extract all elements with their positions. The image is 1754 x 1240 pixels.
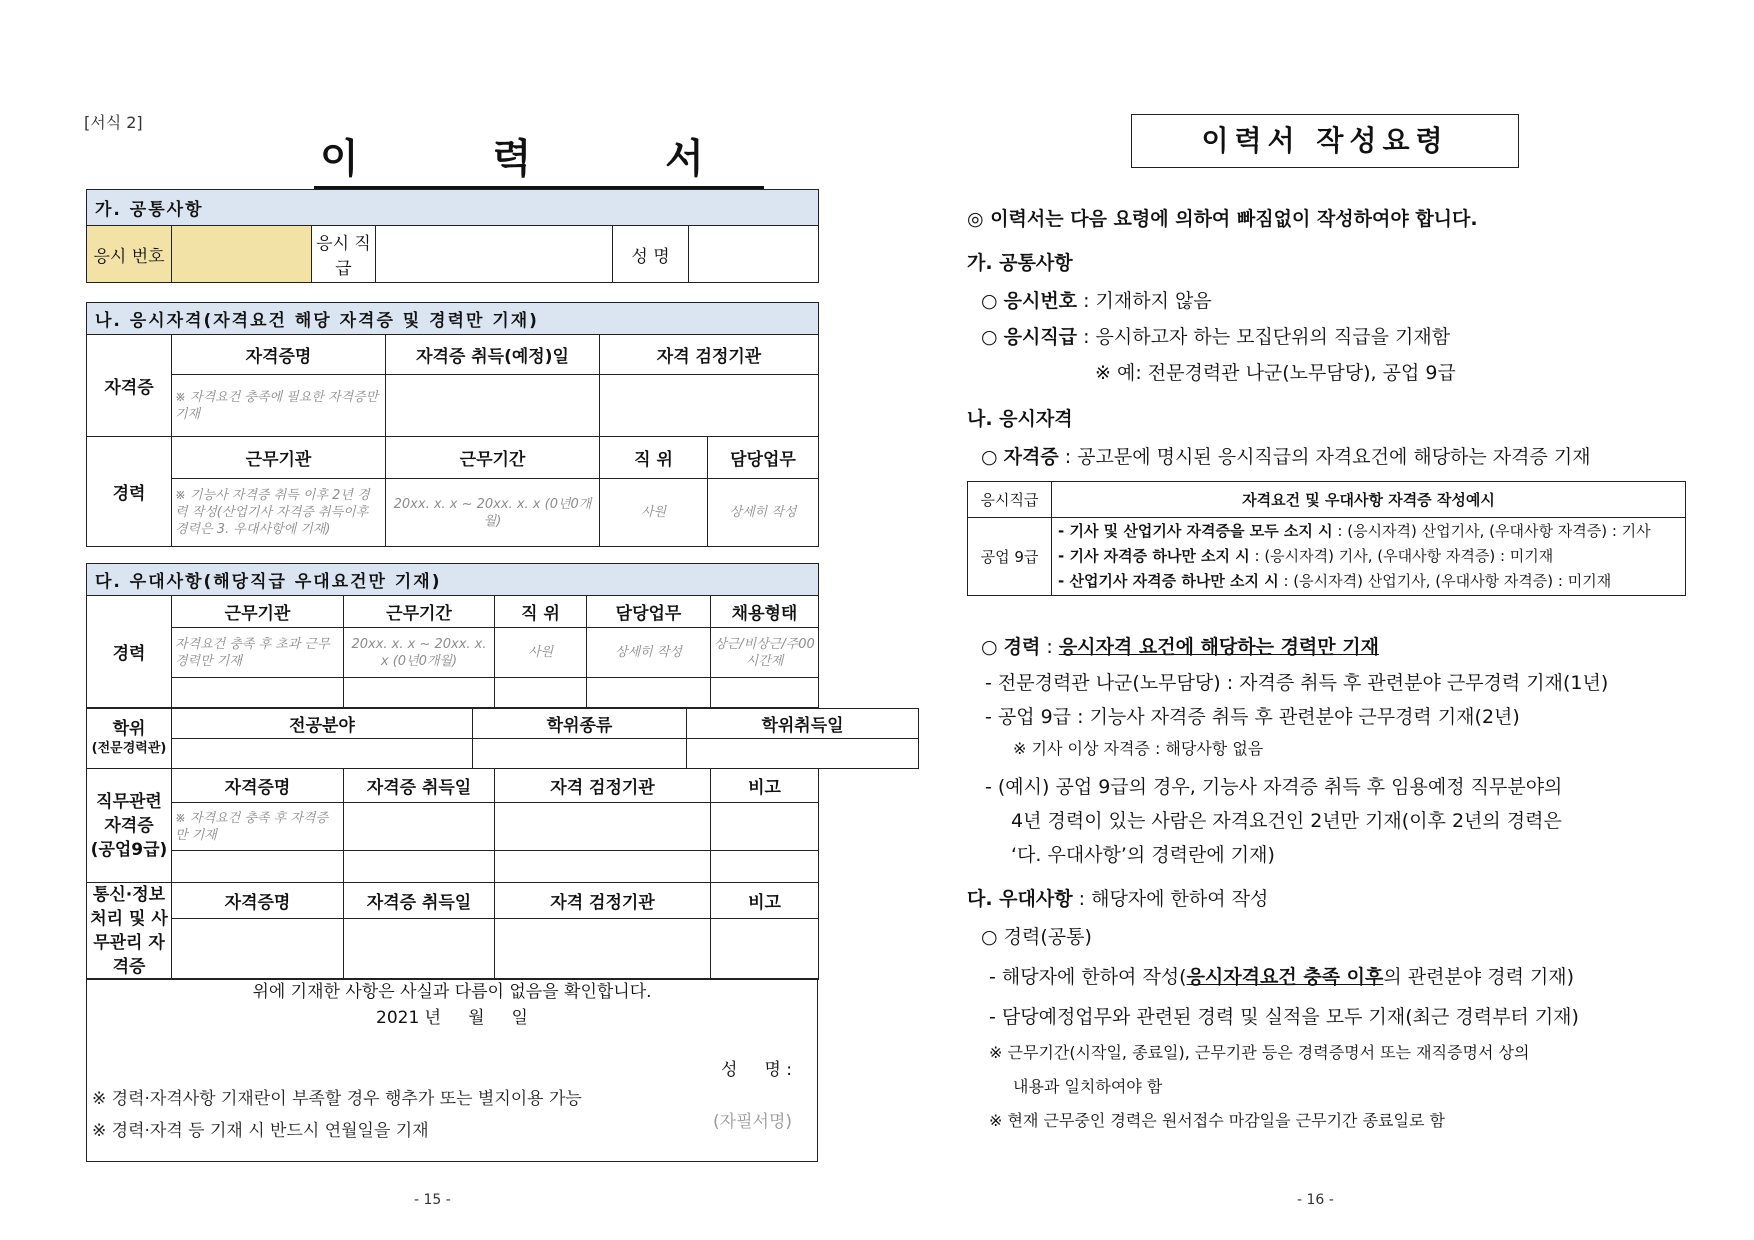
- cert-desc: : 공고문에 명시된 응시직급의 자격요건에 해당하는 자격증 기재: [1058, 446, 1591, 468]
- job-cert-note-field[interactable]: [711, 803, 819, 851]
- career-line-1: - 전문경력관 나군(노무담당) : 자격증 취득 후 관련분야 근무경력 기재(1년): [985, 672, 1609, 694]
- it-cert-name-field[interactable]: [172, 919, 344, 980]
- position-label: 응시 직급: [312, 226, 376, 283]
- career-col-duty: 담당업무: [708, 437, 819, 479]
- career-period-hint[interactable]: 20xx. x. x ~ 20xx. x. x (0년0개월): [386, 479, 600, 547]
- c-line-1-post: 의 관련분야 경력 기재): [1383, 966, 1575, 988]
- qualification-section-table: [86, 302, 819, 547]
- pref-period-hint[interactable]: 20xx. x. x ~ 20xx. x. x (0년0개월): [344, 628, 495, 678]
- career-col-org: 근무기관: [172, 437, 386, 479]
- page-title: 이 력 서: [314, 136, 764, 189]
- guide-c-note-1: ※ 근무기간(시작일, 종료일), 근무기관 등은 경력증명서 또는 재직증명서 상의: [989, 1043, 1530, 1062]
- section-header-preference: 다. 우대사항(해당직급 우대요건만 기재): [87, 564, 819, 596]
- form-number: [서식 2]: [84, 113, 143, 132]
- degree-col-major: 전공분야: [172, 709, 473, 739]
- job-cert-name-field-2[interactable]: [172, 851, 344, 883]
- guide-a-header: 가. 공통사항: [967, 252, 1073, 274]
- degree-table: [86, 708, 919, 769]
- career-line-6: ‘다. 우대사항’의 경력란에 기재): [1011, 844, 1275, 866]
- pref-col-period: 근무기간: [344, 596, 495, 628]
- example-line-2: [1058, 544, 1684, 569]
- guide-intro: ◎ 이력서는 다음 요령에 의하여 빠짐없이 작성하여야 합니다.: [967, 208, 1478, 230]
- job-cert-agency-field-2[interactable]: [495, 851, 711, 883]
- pref-type-hint[interactable]: 상근/비상근/주00시간제: [711, 628, 819, 678]
- example-line-2-bold: - 기사 자격증 하나만 소지 시: [1058, 547, 1250, 565]
- career-line-5: 4년 경력이 있는 사람은 자격요건인 2년만 기재(이후 2년의 경력은: [1011, 810, 1562, 832]
- guide-b-header: 나. 응시자격: [967, 408, 1073, 430]
- degree-col-date: 학위취득일: [687, 709, 919, 739]
- career-line-3: ※ 기사 이상 자격증 : 해당사항 없음: [1013, 739, 1264, 758]
- name-field[interactable]: [689, 226, 819, 283]
- job-cert-hint[interactable]: ※ 자격요건 충족 후 자격증만 기재: [172, 803, 344, 851]
- job-cert-agency-field[interactable]: [495, 803, 711, 851]
- example-line-1-rest: : (응시자격) 산업기사, (우대사항 자격증) : 기사: [1332, 522, 1651, 540]
- page-number-15: - 15 -: [414, 1192, 451, 1208]
- example-line-1: [1058, 519, 1684, 544]
- pref-type-field[interactable]: [711, 678, 819, 708]
- cert-col-date: 자격증 취득(예정)일: [386, 335, 600, 375]
- career-term: 경력: [1003, 636, 1041, 658]
- guide-c-note-2: ※ 현재 근무중인 경력은 원서접수 마감일을 근무기간 종료일로 함: [989, 1111, 1445, 1130]
- cert-col-name: 자격증명: [172, 335, 386, 375]
- job-cert-note-field-2[interactable]: [711, 851, 819, 883]
- guide-c-note-1b: 내용과 일치하여야 함: [1013, 1077, 1163, 1096]
- job-cert-label: 직무관련 자격증 (공업9급): [87, 769, 172, 883]
- guide-c-career: ○ 경력(공통): [981, 926, 1092, 948]
- career-rank-hint[interactable]: 사원: [600, 479, 708, 547]
- pref-rank-field[interactable]: [495, 678, 587, 708]
- it-cert-col-date: 자격증 취득일: [344, 883, 495, 919]
- position-field[interactable]: [376, 226, 613, 283]
- page-16: [877, 0, 1754, 1240]
- exam-no-desc: : 기재하지 않음: [1077, 290, 1212, 312]
- example-row-label: 공업 9급: [968, 518, 1052, 596]
- degree-label-main: 학위: [112, 718, 146, 739]
- example-lines: [1052, 518, 1686, 596]
- pref-duty-hint[interactable]: 상세히 작성: [587, 628, 711, 678]
- declaration-text: 위에 기재한 사항은 사실과 다름이 없음을 확인합니다.: [252, 982, 652, 1002]
- example-line-3-rest: : (응시자격) 산업기사, (우대사항 자격증) : 미기재: [1278, 572, 1612, 590]
- degree-type-field[interactable]: [473, 739, 687, 769]
- section-header-common: 가. 공통사항: [87, 190, 819, 226]
- job-cert-table: [86, 768, 819, 883]
- guide-c-line-2: - 담당예정업무와 관련된 경력 및 실적을 모두 기재(최근 경력부터 기재): [989, 1006, 1579, 1028]
- it-cert-col-agency: 자격 검정기관: [495, 883, 711, 919]
- cert-term: 자격증: [1003, 446, 1059, 468]
- career-line-2: - 공업 9급 : 기능사 자격증 취득 후 관련분야 근무경력 기재(2년): [985, 706, 1520, 728]
- guide-title: 이력서 작성요령: [1131, 114, 1519, 168]
- pref-org-hint[interactable]: 자격요건 충족 후 초과 근무 경력만 기재: [172, 628, 344, 678]
- it-cert-label: 통신·정보 처리 및 사무관리 자격증: [87, 883, 172, 980]
- pref-duty-field[interactable]: [587, 678, 711, 708]
- job-cert-col-agency: 자격 검정기관: [495, 769, 711, 803]
- example-col-desc: 자격요건 및 우대사항 자격증 작성예시: [1052, 482, 1686, 518]
- it-cert-note-field[interactable]: [711, 919, 819, 980]
- job-cert-date-field[interactable]: [344, 803, 495, 851]
- cert-col-agency: 자격 검정기관: [600, 335, 819, 375]
- degree-col-type: 학위종류: [473, 709, 687, 739]
- note-1: ※ 경력·자격사항 기재란이 부족할 경우 행추가 또는 별지이용 가능: [92, 1089, 582, 1109]
- guide-c-header: [967, 884, 1268, 911]
- pref-org-field[interactable]: [172, 678, 344, 708]
- cert-date-field[interactable]: [386, 375, 600, 437]
- exam-no-term: 응시번호: [1003, 290, 1078, 312]
- declaration-date: 2021 년 월 일: [376, 1008, 528, 1028]
- example-line-3-bold: - 산업기사 자격증 하나만 소지 시: [1058, 572, 1279, 590]
- it-cert-col-note: 비고: [711, 883, 819, 919]
- job-cert-date-field-2[interactable]: [344, 851, 495, 883]
- example-col-position: 응시직급: [968, 482, 1052, 518]
- guide-b-cert: ○ 자격증 : 공고문에 명시된 응시직급의 자격요건에 해당하는 자격증 기재: [981, 446, 1591, 468]
- career-desc: 응시자격 요건에 해당하는 경력만 기재: [1058, 636, 1379, 658]
- pref-period-field[interactable]: [344, 678, 495, 708]
- it-cert-table: [86, 882, 819, 980]
- pref-rank-hint[interactable]: 사원: [495, 628, 587, 678]
- pref-col-type: 채용형태: [711, 596, 819, 628]
- c-header-term: 다. 우대사항: [967, 888, 1073, 910]
- example-line-2-rest: : (응시자격) 기사, (우대사항 자격증) : 미기재: [1249, 547, 1554, 565]
- c-header-desc: : 해당자에 한하여 작성: [1072, 888, 1269, 910]
- note-2: ※ 경력·자격 등 기재 시 반드시 연월일을 기재: [92, 1121, 429, 1141]
- degree-major-field[interactable]: [172, 739, 473, 769]
- guide-a-item2: ○ 응시직급 : 응시하고자 하는 모집단위의 직급을 기재함: [981, 326, 1451, 348]
- guide-a-item1: ○ 응시번호 : 기재하지 않음: [981, 290, 1212, 312]
- it-cert-col-name: 자격증명: [172, 883, 344, 919]
- preference-section-table: [86, 563, 819, 708]
- degree-label: [87, 709, 172, 769]
- career-hint[interactable]: ※ 기능사 자격증 취득 이후 2년 경력 작성(산업기사 자격증 취득이후 경력은 3. 우대사항에 기재): [172, 479, 386, 547]
- it-cert-agency-field[interactable]: [495, 919, 711, 980]
- exam-number-field: [172, 226, 312, 283]
- guide-a-example: ※ 예: 전문경력관 나군(노무담당), 공업 9급: [1095, 362, 1456, 384]
- section-header-qualification: 나. 응시자격(자격요건 해당 자격증 및 경력만 기재): [87, 303, 819, 335]
- common-section-table: [86, 189, 819, 283]
- c-line-1-emph: 응시자격요건 충족 이후: [1186, 966, 1384, 988]
- pref-col-duty: 담당업무: [587, 596, 711, 628]
- name-label: 성 명: [613, 226, 689, 283]
- guide-b-career: ○ 경력 : 응시자격 요건에 해당하는 경력만 기재: [981, 636, 1379, 658]
- pref-col-rank: 직 위: [495, 596, 587, 628]
- it-cert-date-field[interactable]: [344, 919, 495, 980]
- example-line-1-bold: - 기사 및 산업기사 자격증을 모두 소지 시: [1058, 522, 1333, 540]
- career-duty-hint[interactable]: 상세히 작성: [708, 479, 819, 547]
- pref-col-org: 근무기관: [172, 596, 344, 628]
- career-row-label: 경력: [87, 437, 172, 547]
- career-line-4: - (예시) 공업 9급의 경우, 기능사 자격증 취득 후 임용예정 직무분야의: [985, 776, 1563, 798]
- c-line-1-pre: - 해당자에 한하여 작성(: [989, 966, 1187, 988]
- signature-hint[interactable]: (자필서명): [713, 1112, 792, 1132]
- pref-career-label: 경력: [87, 596, 172, 708]
- career-col-rank: 직 위: [600, 437, 708, 479]
- job-cert-col-name: 자격증명: [172, 769, 344, 803]
- example-line-3: [1058, 569, 1684, 594]
- exam-number-label: 응시 번호: [87, 226, 172, 283]
- cert-row-label: 자격증: [87, 335, 172, 437]
- cert-agency-field[interactable]: [600, 375, 819, 437]
- page-number-16: - 16 -: [1297, 1192, 1334, 1208]
- cert-hint[interactable]: ※ 자격요건 충족에 필요한 자격증만 기재: [172, 375, 386, 437]
- cert-example-table: [967, 481, 1686, 596]
- career-col-period: 근무기간: [386, 437, 600, 479]
- signature-label: 성 명 :: [721, 1060, 792, 1080]
- guide-c-line-1: [989, 962, 1574, 989]
- position-term: 응시직급: [1003, 326, 1078, 348]
- job-cert-col-note: 비고: [711, 769, 819, 803]
- job-cert-col-date: 자격증 취득일: [344, 769, 495, 803]
- degree-label-sub: (전문경력관): [91, 740, 167, 756]
- position-desc: : 응시하고자 하는 모집단위의 직급을 기재함: [1077, 326, 1451, 348]
